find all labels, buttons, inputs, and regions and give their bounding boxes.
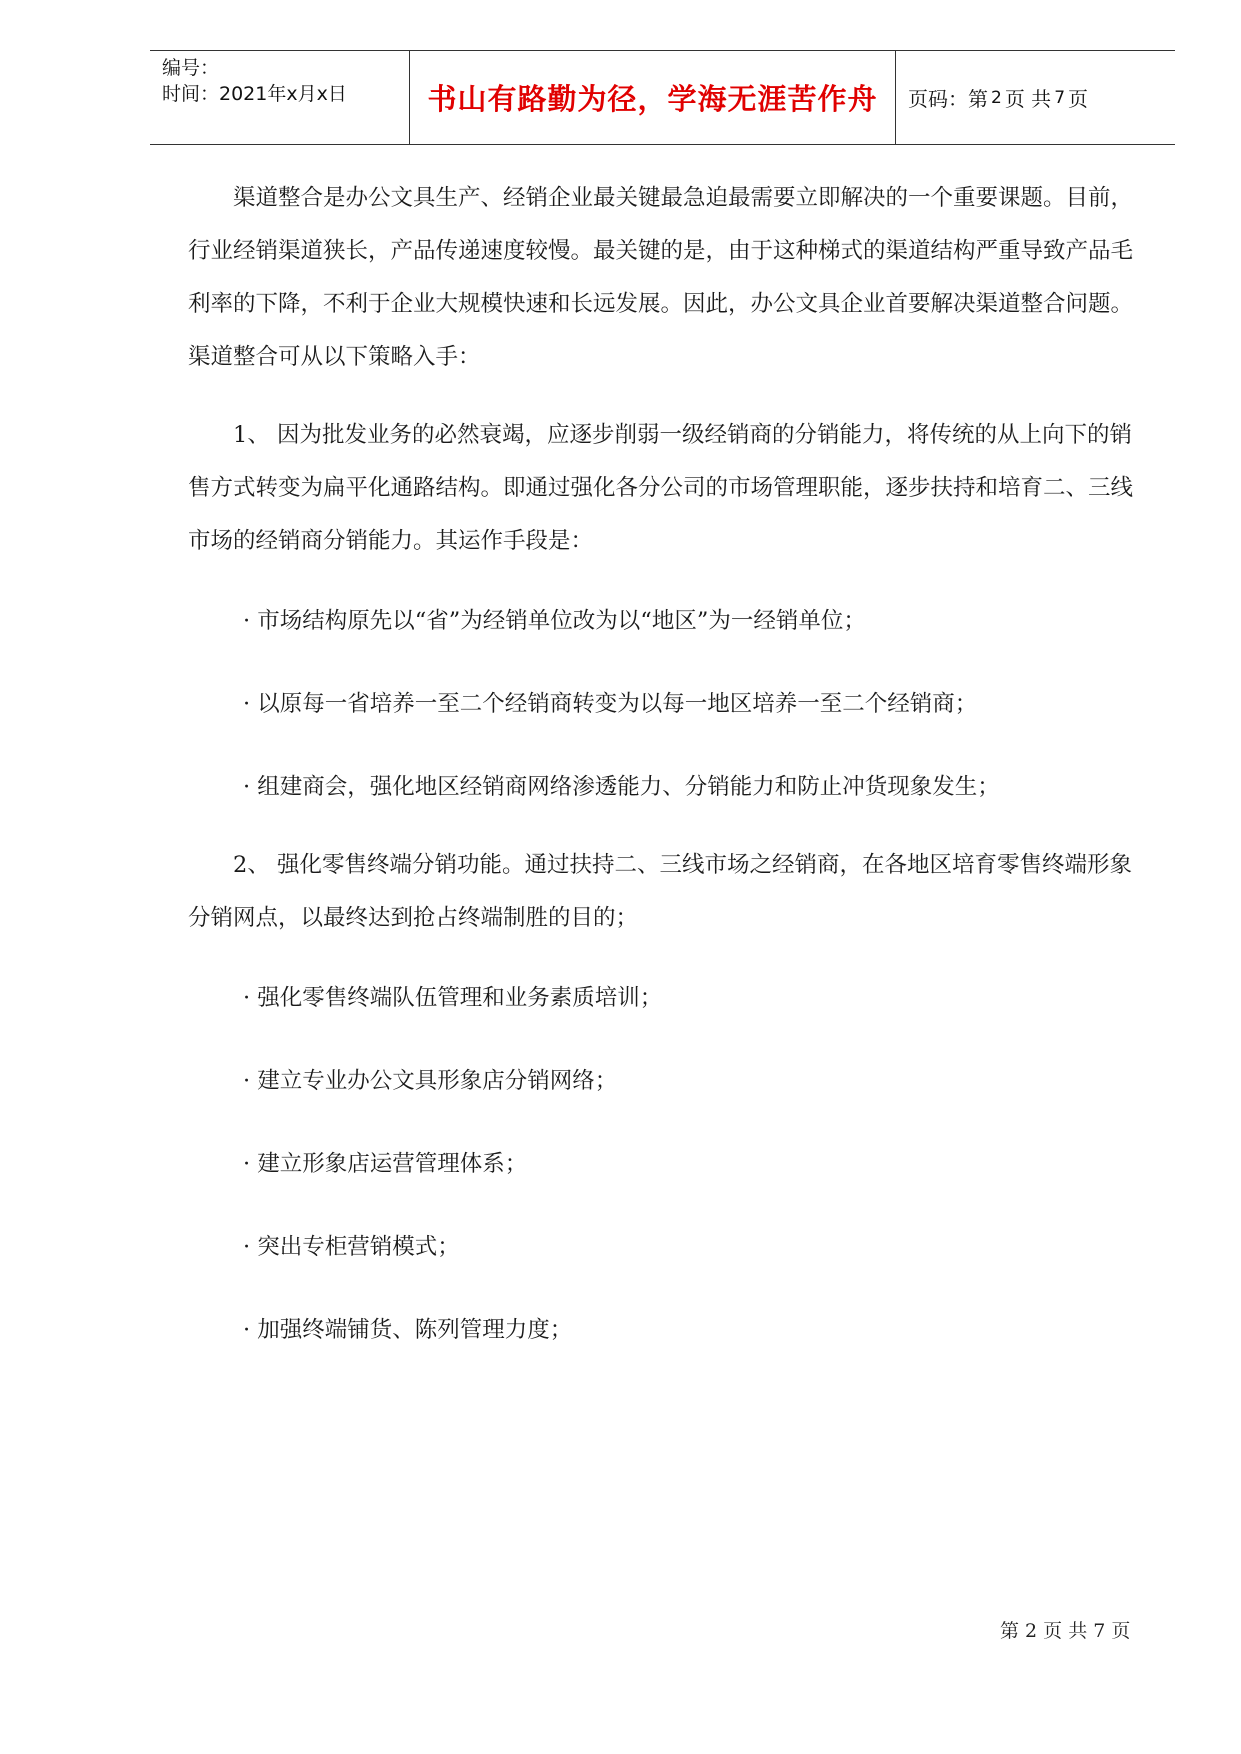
section-1: [188, 409, 1138, 814]
time-label: 时间：2021年x月x日: [162, 83, 347, 105]
page-number: 2: [991, 87, 1002, 108]
section-2-paragraph: 2、 强化零售终端分销功能。通过扶持二、三线市场之经销商，在各地区培育零售终端形象分销网点，以最终达到抢占终端制胜的目的；: [188, 852, 1132, 931]
list-item: · 加强终端铺货、陈列管理力度；: [243, 1317, 573, 1343]
list-item: · 突出专柜营销模式；: [243, 1234, 460, 1260]
page-mid: 页 共: [1004, 87, 1052, 111]
document-body: [188, 172, 1138, 1357]
header-motto-cell: [410, 51, 896, 144]
header-page-indicator: [896, 51, 1175, 144]
section-1-paragraph: 1、 因为批发业务的必然衰竭，应逐步削弱一级经销商的分销能力，将传统的从上向下的销售方式转变为扁平化通路结构。即通过强化各分公司的市场管理职能，逐步扶持和培育二、三线市场的经销商分销能力。其运作手段是：: [188, 422, 1134, 554]
list-item: · 组建商会，强化地区经销商网络渗透能力、分销能力和防止冲货现象发生；: [243, 774, 1000, 800]
list-item: · 市场结构原先以“省”为经销单位改为以“地区”为一经销单位；: [243, 608, 866, 634]
list-item: · 建立形象店运营管理体系；: [243, 1151, 528, 1177]
page-header: [150, 50, 1175, 145]
list-item: · 强化零售终端队伍管理和业务素质培训；: [243, 985, 663, 1011]
section-2: [188, 839, 1138, 1357]
header-motto: 书山有路勤为径，学海无涯苦作舟: [427, 82, 878, 116]
page-total: 7: [1054, 87, 1066, 108]
section-2-bullets: [188, 972, 1138, 1357]
list-item: · 以原每一省培养一至二个经销商转变为以每一地区培养一至二个经销商；: [243, 691, 978, 717]
header-meta: [150, 51, 410, 144]
page-suffix: 页: [1068, 87, 1089, 111]
serial-label: 编号：: [162, 57, 220, 79]
page-footer: 第 2 页 共 7 页: [1000, 1620, 1131, 1642]
page-prefix: 页码：第: [908, 87, 988, 111]
section-1-bullets: [188, 595, 1138, 814]
list-item: · 建立专业办公文具形象店分销网络；: [243, 1068, 618, 1094]
intro-paragraph: 渠道整合是办公文具生产、经销企业最关键最急迫最需要立即解决的一个重要课题。目前，行业经销渠道狭长，产品传递速度较慢。最关键的是，由于这种梯式的渠道结构严重导致产品毛利率的下降，不利于企业大规模快速和长远发展。因此，办公文具企业首要解决渠道整合问题。渠道整合可从以下策略入手：: [188, 185, 1134, 370]
